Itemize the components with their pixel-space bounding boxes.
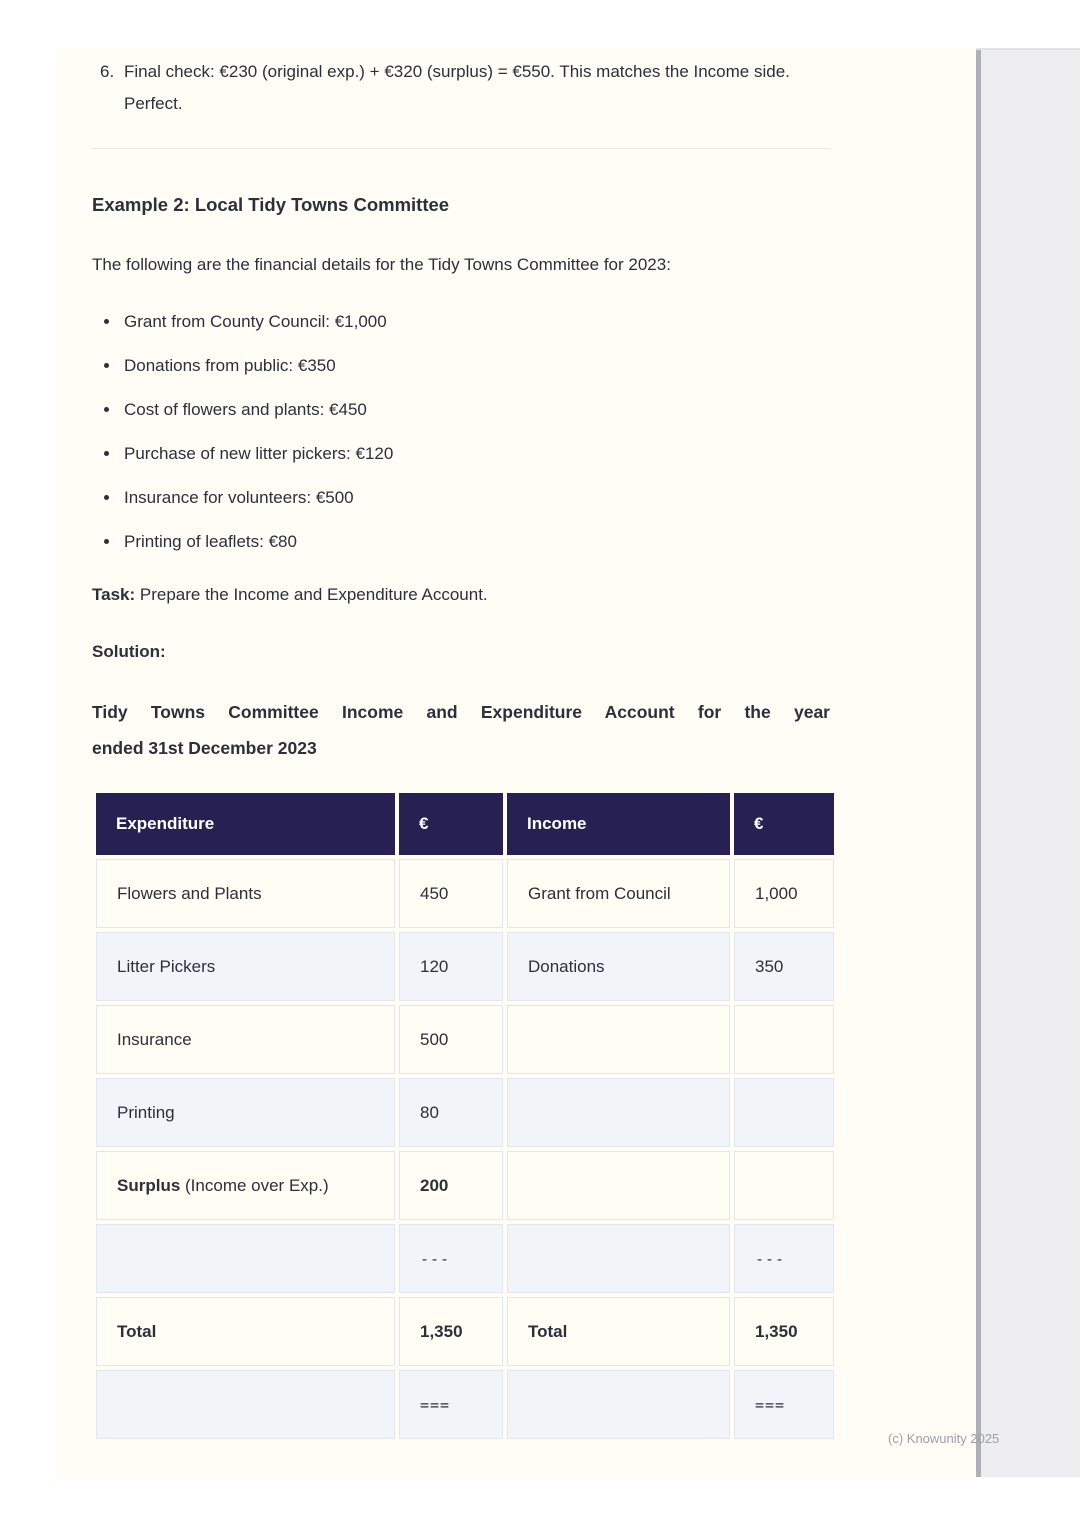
scrollbar-thumb[interactable] [976,50,981,1477]
table-cell: --- [399,1224,503,1293]
section-divider [92,148,830,149]
header-cell: € [734,793,834,855]
header-cell: Expenditure [96,793,395,855]
table-cell: === [734,1370,834,1439]
financial-details-list [92,308,830,555]
document-page [56,48,976,1480]
list-item: Donations from public: €350 [104,352,830,379]
document-content [92,56,830,1443]
header-cell: € [399,793,503,855]
copyright-notice: (c) Knowunity 2025 [888,1431,1000,1446]
example-heading: Example 2: Local Tidy Towns Committee [92,194,450,215]
table-row [96,1297,834,1366]
list-item: Insurance for volunteers: €500 [104,484,830,511]
table-cell: Insurance [96,1005,395,1074]
account-table-body [96,859,834,1439]
table-cell: Litter Pickers [96,932,395,1001]
table-cell: 450 [399,859,503,928]
table-cell: Total [96,1297,395,1366]
table-cell: Donations [507,932,730,1001]
table-cell: 200 [399,1151,503,1220]
intro-paragraph: The following are the financial details for the Tidy Towns Committee for 2023: [92,255,671,274]
table-cell [507,1078,730,1147]
table-cell: 350 [734,932,834,1001]
table-row [96,1005,834,1074]
final-check-item [100,56,830,120]
table-cell [507,1151,730,1220]
account-title-line1: Tidy Towns Committee Income and Expenditure Account for the year [92,702,830,722]
table-cell: 120 [399,932,503,1001]
task-line [92,581,830,608]
account-table [92,789,838,1443]
table-cell [507,1005,730,1074]
list-item: Printing of leaflets: €80 [104,528,830,555]
item-text: Final check: €230 (original exp.) + €320 (surplus) = €550. This matches the Income side. Perfect. [124,62,790,113]
account-title-line2: ended 31st December 2023 [92,738,317,758]
scrollbar-track[interactable] [976,48,1080,1477]
table-row [96,1224,834,1293]
table-row [96,1078,834,1147]
table-cell: === [399,1370,503,1439]
table-cell: Printing [96,1078,395,1147]
table-cell [507,1370,730,1439]
table-cell [734,1151,834,1220]
table-cell: 80 [399,1078,503,1147]
table-cell: Surplus (Income over Exp.) [96,1151,395,1220]
list-item: Purchase of new litter pickers: €120 [104,440,830,467]
table-cell: Total [507,1297,730,1366]
table-cell: 1,000 [734,859,834,928]
table-cell [96,1370,395,1439]
table-row [96,1370,834,1439]
list-item: Cost of flowers and plants: €450 [104,396,830,423]
table-header-row [96,793,834,855]
table-cell: Grant from Council [507,859,730,928]
table-cell [507,1224,730,1293]
task-text: Prepare the Income and Expenditure Account. [135,585,488,604]
table-cell: 500 [399,1005,503,1074]
account-title [92,694,830,766]
item-number: 6. [100,62,115,81]
table-cell: --- [734,1224,834,1293]
list-item: Grant from County Council: €1,000 [104,308,830,335]
table-cell: 1,350 [734,1297,834,1366]
table-cell [96,1224,395,1293]
table-cell [734,1078,834,1147]
table-row [96,1151,834,1220]
task-label: Task: [92,585,136,604]
table-cell: Flowers and Plants [96,859,395,928]
solution-label: Solution: [92,642,166,661]
header-cell: Income [507,793,730,855]
table-row [96,859,834,928]
table-cell [734,1005,834,1074]
table-row [96,932,834,1001]
table-cell: 1,350 [399,1297,503,1366]
